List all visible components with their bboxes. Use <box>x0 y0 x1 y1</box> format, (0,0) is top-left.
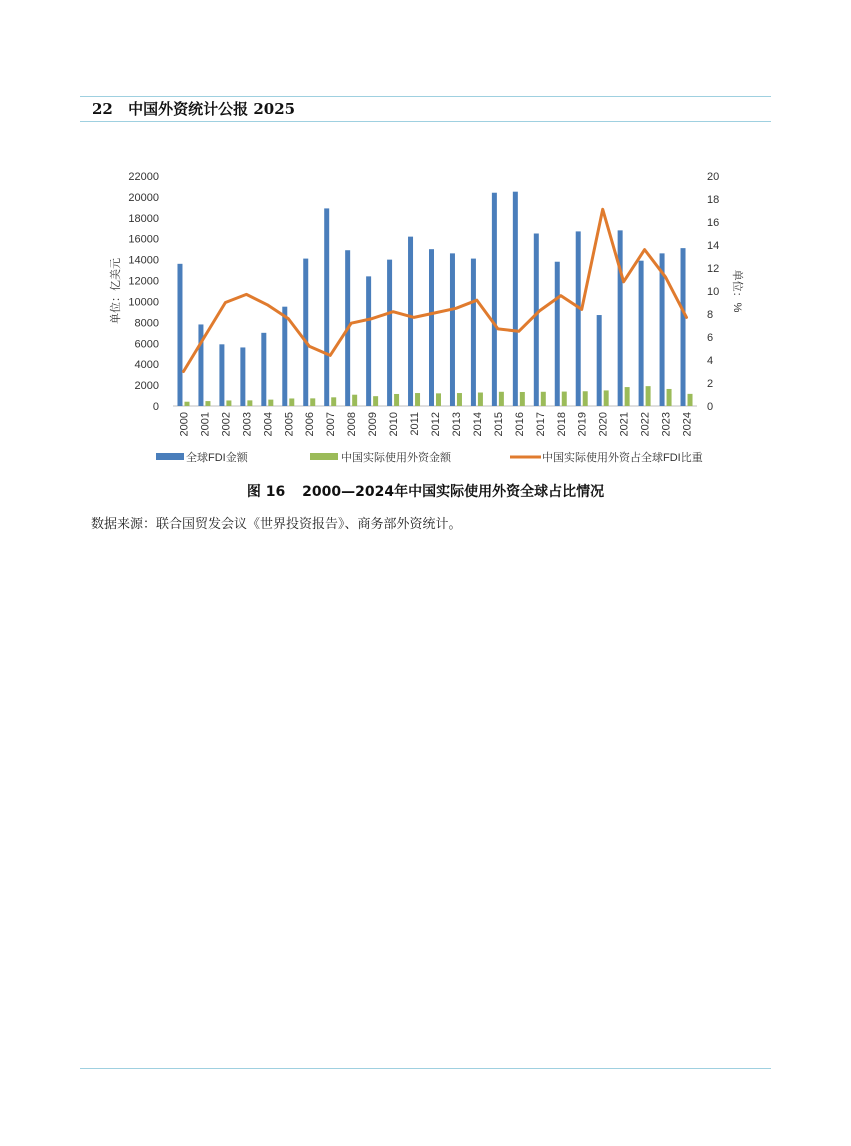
x-tick-label: 2020 <box>597 412 610 437</box>
bar-global-fdi <box>429 249 434 406</box>
y-tick-label: 0 <box>152 401 159 413</box>
y-tick-label: 14000 <box>128 254 159 267</box>
x-tick-label: 2017 <box>534 412 547 437</box>
bar-china-fdi <box>394 394 399 406</box>
bar-global-fdi <box>240 347 245 406</box>
x-tick-label: 2022 <box>639 412 652 437</box>
legend-label-china-fdi: 中国实际使用外资金额 <box>341 452 451 464</box>
y-tick-label: 8000 <box>134 317 159 330</box>
x-tick-label: 2024 <box>681 412 694 437</box>
bar-global-fdi <box>219 344 224 406</box>
y-tick-label: 2000 <box>134 380 159 393</box>
y-tick-label: 4000 <box>134 359 159 372</box>
y-axis-label: 单位：亿美元 <box>110 258 122 324</box>
x-tick-label: 2002 <box>220 412 233 437</box>
x-tick-label: 2009 <box>367 412 380 437</box>
bar-global-fdi <box>261 333 266 406</box>
bar-china-fdi <box>625 387 630 406</box>
data-source-note: 数据来源：联合国贸发会议《世界投资报告》、商务部外资统计。 <box>91 517 462 532</box>
bar-china-fdi <box>499 392 504 406</box>
bar-global-fdi <box>366 276 371 406</box>
y2-tick-label: 14 <box>707 240 720 252</box>
bar-china-fdi <box>478 393 483 406</box>
x-tick-label: 2023 <box>660 412 673 437</box>
bar-china-fdi <box>331 397 336 406</box>
bar-global-fdi <box>513 192 518 406</box>
legend-swatch-global-fdi <box>156 453 184 460</box>
bar-global-fdi <box>387 260 392 406</box>
x-tick-label: 2021 <box>618 412 631 437</box>
bar-china-fdi <box>541 392 546 406</box>
bar-global-fdi <box>576 231 581 406</box>
footer-rule <box>80 1068 771 1069</box>
y2-tick-label: 0 <box>707 401 714 413</box>
bar-global-fdi <box>282 307 287 406</box>
x-tick-label: 2005 <box>283 412 296 437</box>
x-tick-label: 2015 <box>492 412 505 437</box>
x-tick-label: 2019 <box>576 412 589 437</box>
bar-global-fdi <box>324 208 329 406</box>
bar-global-fdi <box>450 253 455 406</box>
y2-axis-label: 单位：% <box>731 269 743 313</box>
bar-china-fdi <box>667 389 672 406</box>
bar-global-fdi <box>492 193 497 406</box>
y2-tick-label: 16 <box>707 217 720 229</box>
figure-number: 图 16 <box>246 484 286 500</box>
y2-tick-label: 18 <box>707 194 720 206</box>
bar-china-fdi <box>646 386 651 406</box>
bar-china-fdi <box>436 393 441 406</box>
bar-global-fdi <box>639 261 644 406</box>
x-tick-label: 2000 <box>178 412 191 437</box>
page-number: 22 <box>92 100 113 118</box>
y2-tick-label: 6 <box>707 332 714 344</box>
y-tick-label: 16000 <box>128 233 159 246</box>
bar-china-fdi <box>457 393 462 406</box>
y-tick-label: 22000 <box>128 171 159 183</box>
y2-tick-label: 10 <box>707 286 720 298</box>
legend-swatch-china-fdi <box>310 453 338 460</box>
y2-tick-label: 20 <box>707 171 720 183</box>
bar-china-fdi <box>583 391 588 406</box>
y-tick-label: 6000 <box>134 338 159 351</box>
bar-china-fdi <box>415 393 420 406</box>
bar-china-fdi <box>688 394 693 406</box>
bar-global-fdi <box>198 324 203 406</box>
bar-global-fdi <box>681 248 686 406</box>
bar-global-fdi <box>618 230 623 406</box>
bar-china-fdi <box>289 398 294 406</box>
x-tick-label: 2003 <box>241 412 254 437</box>
bar-china-fdi <box>226 400 231 406</box>
figure-title: 2000—2024年中国实际使用外资全球占比情况 <box>302 484 605 500</box>
y-tick-label: 20000 <box>128 191 159 204</box>
x-tick-label: 2007 <box>325 412 338 437</box>
bar-china-fdi <box>310 398 315 406</box>
bar-global-fdi <box>534 234 539 407</box>
bar-china-fdi <box>562 392 567 406</box>
y-tick-label: 12000 <box>128 275 159 288</box>
bar-global-fdi <box>597 315 602 406</box>
y-tick-label: 10000 <box>128 296 159 309</box>
bar-china-fdi <box>205 401 210 406</box>
x-tick-label: 2006 <box>304 412 317 437</box>
bar-global-fdi <box>555 262 560 406</box>
x-tick-label: 2012 <box>430 412 442 437</box>
publication-title: 中国外资统计公报 2025 <box>128 100 296 118</box>
line-china-share <box>184 209 687 371</box>
bar-global-fdi <box>471 259 476 406</box>
bar-china-fdi <box>373 396 378 406</box>
legend-label-china-share: 中国实际使用外资占全球FDI比重 <box>542 452 703 464</box>
y2-tick-label: 2 <box>707 378 714 390</box>
y2-tick-label: 8 <box>707 309 714 321</box>
bar-china-fdi <box>604 390 609 406</box>
x-tick-label: 2011 <box>409 412 422 436</box>
bar-china-fdi <box>352 395 357 406</box>
y-tick-label: 18000 <box>128 212 159 225</box>
y2-tick-label: 12 <box>707 263 720 275</box>
bar-global-fdi <box>408 237 413 406</box>
bar-global-fdi <box>303 259 308 406</box>
x-tick-label: 2016 <box>513 412 526 437</box>
x-tick-label: 2018 <box>555 412 568 437</box>
x-tick-label: 2013 <box>450 412 463 437</box>
x-tick-label: 2010 <box>388 412 401 437</box>
bar-china-fdi <box>268 400 273 406</box>
bar-global-fdi <box>177 264 182 406</box>
bar-china-fdi <box>520 392 525 406</box>
legend-label-global-fdi: 全球FDI金额 <box>186 452 248 464</box>
figure-caption <box>0 481 851 501</box>
bar-china-fdi <box>247 400 252 406</box>
fdi-chart <box>0 0 851 480</box>
x-tick-label: 2004 <box>262 412 275 437</box>
x-tick-label: 2008 <box>346 412 359 437</box>
x-tick-label: 2001 <box>199 412 212 437</box>
bar-china-fdi <box>184 402 189 406</box>
x-tick-label: 2014 <box>471 412 484 437</box>
y2-tick-label: 4 <box>707 355 714 367</box>
